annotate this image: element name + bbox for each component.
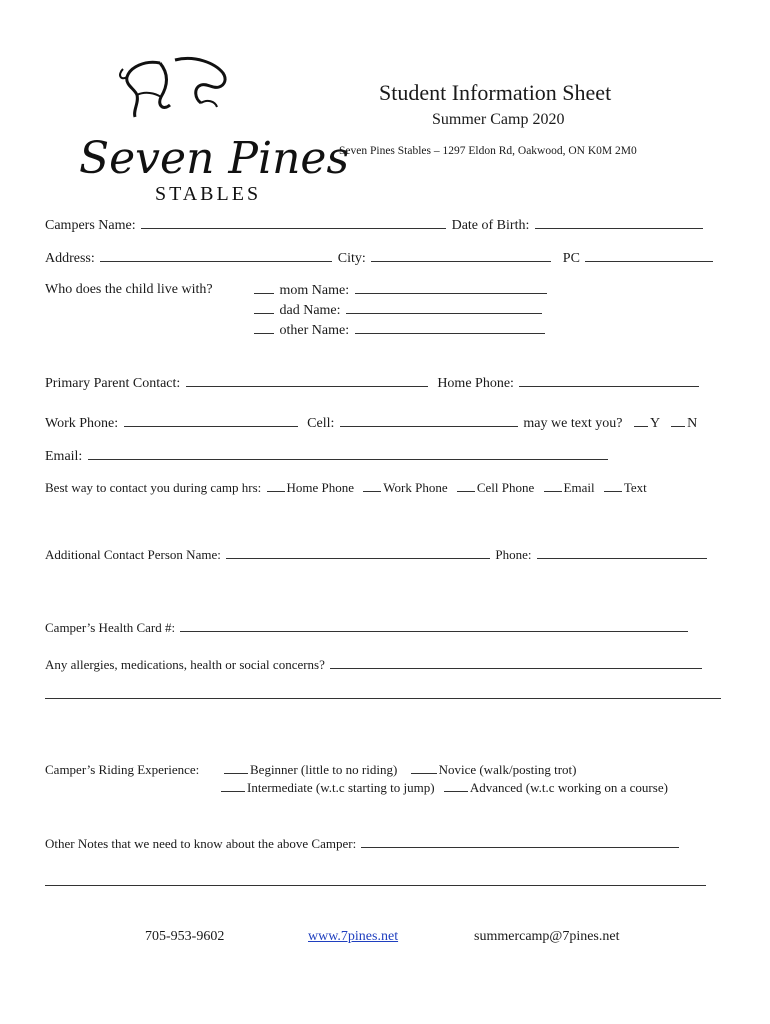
other-check[interactable] (254, 321, 274, 334)
home-phone-field[interactable] (519, 374, 699, 387)
primary-contact-field[interactable] (186, 374, 428, 387)
campers-name-field[interactable] (141, 216, 446, 229)
dad-check[interactable] (254, 301, 274, 314)
no-check[interactable] (671, 414, 685, 427)
other-label: other Name: (279, 323, 350, 338)
riding-row-1 (222, 761, 576, 779)
home-phone-label: Home Phone: (437, 376, 514, 391)
additional-contact-label: Additional Contact Person Name: (45, 547, 221, 562)
no-label: N (687, 416, 698, 431)
opt-cell-label: Cell Phone (476, 480, 535, 495)
city-label: City: (337, 251, 366, 266)
additional-phone-label: Phone: (495, 547, 532, 562)
campers-name-label: Campers Name: (45, 218, 136, 233)
advanced-check[interactable] (444, 779, 468, 792)
riding-row-2 (219, 779, 668, 797)
other-notes-label: Other Notes that we need to know about the above Camper: (45, 836, 357, 851)
dad-field[interactable] (346, 301, 542, 314)
dad-row (252, 301, 544, 320)
pc-label: PC (562, 251, 580, 266)
mom-row (252, 281, 549, 300)
opt-home-label: Home Phone (286, 480, 355, 495)
dad-label: dad Name: (279, 303, 341, 318)
seven-pines-logo (75, 55, 350, 205)
page-subtitle: Summer Camp 2020 (432, 111, 565, 128)
opt-work-label: Work Phone (383, 480, 448, 495)
lives-with-label: Who does the child live with? (45, 282, 213, 297)
novice-label: Novice (walk/posting trot) (438, 762, 577, 777)
opt-home-check[interactable] (267, 479, 285, 492)
yes-check[interactable] (634, 414, 648, 427)
health-card-field[interactable] (180, 619, 688, 632)
other-notes-field[interactable] (361, 835, 679, 848)
footer-email: summercamp@7pines.net (474, 929, 620, 944)
other-field[interactable] (355, 321, 545, 334)
riding-label: Camper’s Riding Experience: (45, 762, 200, 777)
other-notes-row (45, 835, 681, 853)
additional-phone-field[interactable] (537, 546, 707, 559)
email-field[interactable] (88, 447, 608, 460)
allergies-label: Any allergies, medications, health or social concerns? (45, 657, 325, 672)
cell-label: Cell: (307, 416, 335, 431)
opt-cell-check[interactable] (457, 479, 475, 492)
horse-logo-icon (75, 55, 350, 205)
allergies-field[interactable] (330, 656, 702, 669)
other-notes-line-2[interactable] (45, 885, 706, 886)
footer-website-link[interactable]: www.7pines.net (308, 929, 399, 944)
beginner-check[interactable] (224, 761, 248, 774)
allergies-row (45, 656, 704, 674)
opt-work-check[interactable] (363, 479, 381, 492)
opt-email-check[interactable] (544, 479, 562, 492)
primary-contact-row (45, 374, 701, 393)
additional-contact-field[interactable] (226, 546, 490, 559)
city-field[interactable] (371, 249, 551, 262)
best-way-row (45, 479, 647, 497)
advanced-label: Advanced (w.t.c working on a course) (469, 780, 668, 795)
health-card-label: Camper’s Health Card #: (45, 620, 176, 635)
campers-name-row (45, 216, 705, 235)
address-field[interactable] (100, 249, 332, 262)
novice-check[interactable] (411, 761, 437, 774)
work-phone-label: Work Phone: (45, 416, 119, 431)
cell-field[interactable] (340, 414, 518, 427)
beginner-label: Beginner (little to no riding) (250, 762, 398, 777)
mom-label: mom Name: (279, 283, 350, 298)
work-phone-field[interactable] (124, 414, 298, 427)
pc-field[interactable] (585, 249, 713, 262)
address-label: Address: (45, 251, 95, 266)
opt-text-check[interactable] (604, 479, 622, 492)
dob-field[interactable] (535, 216, 703, 229)
health-card-row (45, 619, 690, 637)
other-row (252, 321, 547, 340)
mom-field[interactable] (355, 281, 547, 294)
opt-email-label: Email (563, 480, 595, 495)
dob-label: Date of Birth: (451, 218, 530, 233)
logo-script-text: Seven Pines (79, 133, 350, 184)
mom-check[interactable] (254, 281, 274, 294)
primary-contact-label: Primary Parent Contact: (45, 376, 181, 391)
footer-phone: 705-953-9602 (145, 929, 225, 944)
additional-contact-row (45, 546, 709, 564)
opt-text-label: Text (623, 480, 647, 495)
email-row (45, 447, 610, 466)
yes-label: Y (650, 416, 660, 431)
stable-address: Seven Pines Stables – 1297 Eldon Rd, Oakwood, ON K0M 2M0 (339, 145, 637, 157)
address-row (45, 249, 715, 268)
intermediate-check[interactable] (221, 779, 245, 792)
intermediate-label: Intermediate (w.t.c starting to jump) (247, 780, 435, 795)
logo-stables-text: STABLES (155, 183, 262, 205)
text-question: may we text you? (523, 416, 623, 431)
work-phone-row (45, 414, 697, 433)
page-title: Student Information Sheet (379, 80, 612, 105)
best-way-label: Best way to contact you during camp hrs: (45, 480, 262, 495)
email-label: Email: (45, 449, 83, 464)
allergies-line-2[interactable] (45, 698, 721, 699)
